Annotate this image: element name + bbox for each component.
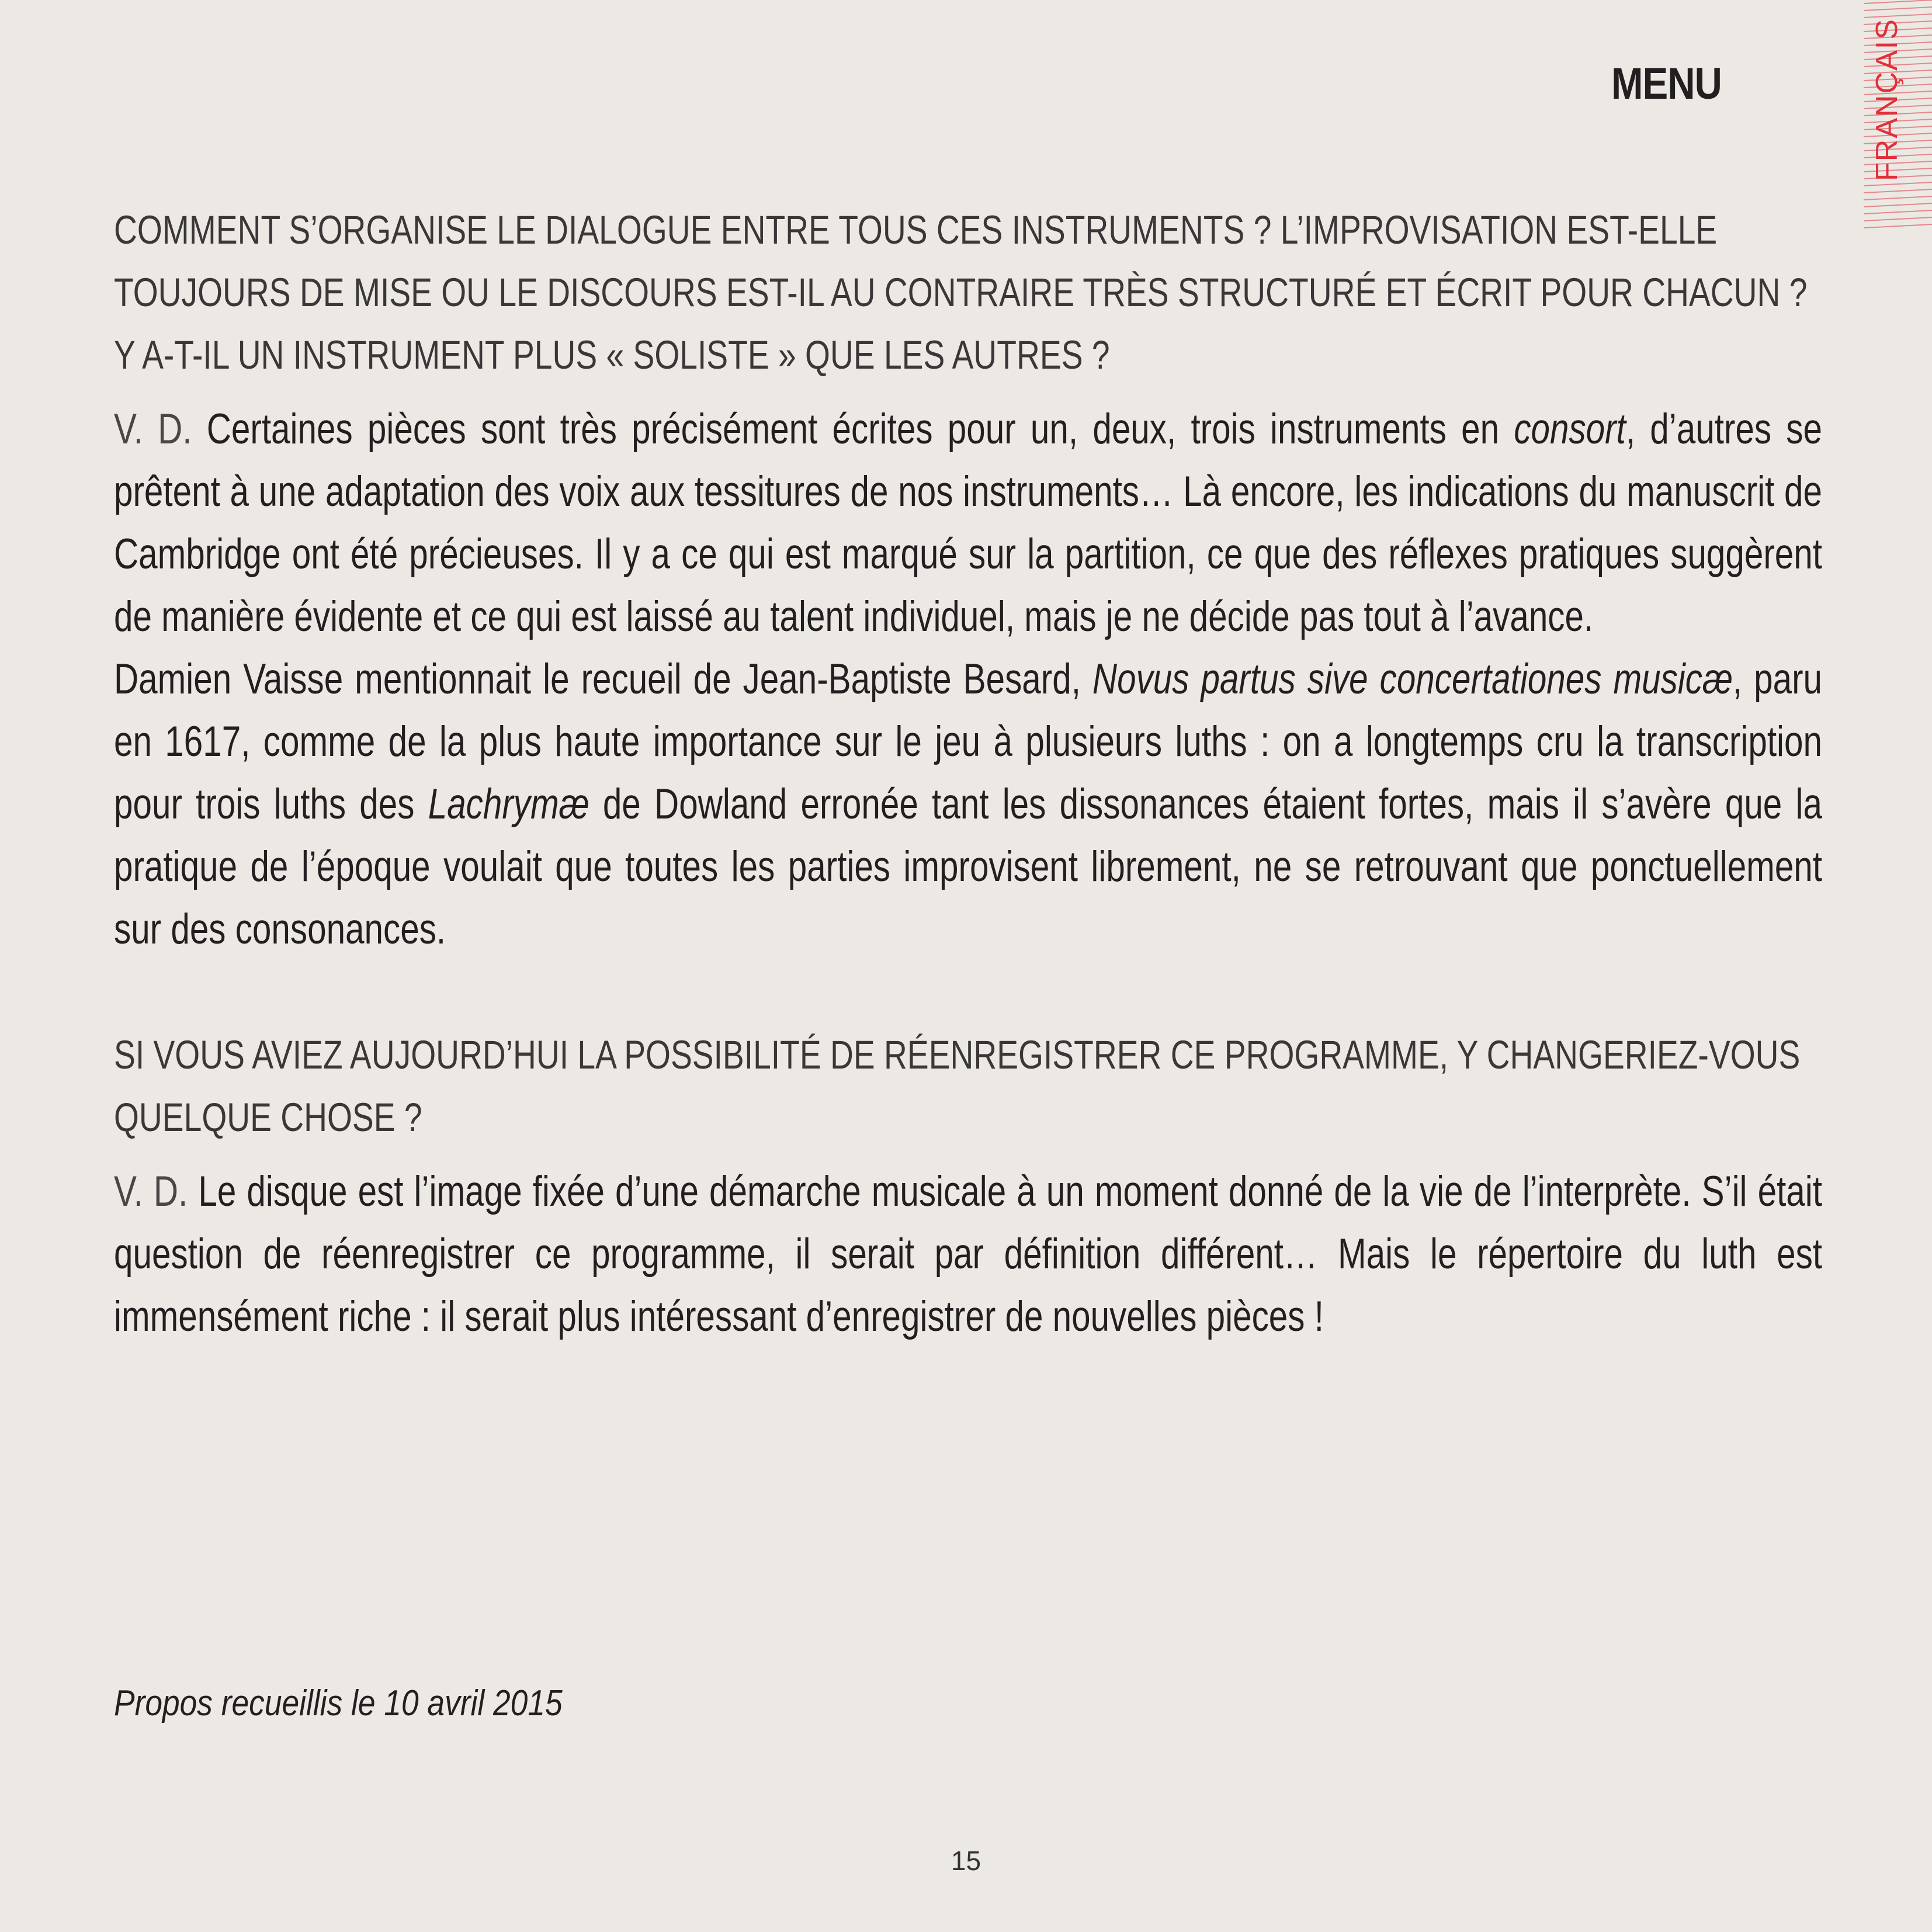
answer-text: Le disque est l’image fixée d’une démarche musicale à un moment donné de la vie de l’interprète. S’il était question de réenregistrer ce programme, il serait par définition différent… Mais le répertoire du luth est immensément riche : il serait plus intéressant d’enregistrer de nouvelles pièces ! bbox=[114, 1168, 1822, 1340]
question-2: SI VOUS AVIEZ AUJOURD’HUI LA POSSIBILITÉ DE RÉENREGISTRER CE PROGRAMME, Y CHANGERIEZ-VOUS QUELQUE CHOSE ? bbox=[114, 1032, 1801, 1140]
speaker-initials: V. D. bbox=[114, 1168, 188, 1215]
answer-text: Certaines pièces sont très précisément écrites pour un, deux, trois instruments en bbox=[206, 405, 1514, 453]
answer-1 bbox=[114, 398, 1822, 960]
speaker-initials: V. D. bbox=[114, 405, 192, 453]
interview-credit: Propos recueillis le 10 avril 2015 bbox=[114, 1683, 563, 1723]
answer-text: Damien Vaisse mentionnait le recueil de Jean-Baptiste Besard, bbox=[114, 655, 1092, 703]
menu-button[interactable]: MENU bbox=[1611, 59, 1722, 109]
page-number: 15 bbox=[951, 1846, 981, 1876]
answer-text: , paru en 1617, comme de la plus haute importance sur le jeu à plusieurs luths : on a longtemps cru la transcription pour trois luths des bbox=[114, 655, 1822, 828]
answer-text: , d’autres se prêtent à une adaptation des voix aux tessitures de nos instruments… Là encore, les indications du manuscrit de Cambridge ont été précieuses. Il y a ce qui est marqué sur la partition, ce que des réflexes pratiques suggèrent de manière évidente et ce qui est laissé au talent individuel, mais je ne décide pas tout à l’avance. bbox=[114, 405, 1822, 640]
answer-2 bbox=[114, 1160, 1822, 1348]
italic-term: consort bbox=[1514, 405, 1626, 453]
italic-title: Novus partus sive concertationes musicæ bbox=[1092, 655, 1733, 703]
answer-2-paragraph-1 bbox=[114, 1160, 1822, 1348]
interview-body bbox=[114, 199, 1822, 1348]
question-1: COMMENT S’ORGANISE LE DIALOGUE ENTRE TOUS CES INSTRUMENTS ? L’IMPROVISATION EST-ELLE TOUJOURS DE MISE OU LE DISCOURS EST-IL AU CONTRAIRE TRÈS STRUCTURÉ ET ÉCRIT POUR CHACUN ? Y A-T-IL UN INSTRUMENT PLUS « SOLISTE » QUE LES AUTRES ? bbox=[114, 207, 1808, 377]
answer-1-paragraph-1 bbox=[114, 398, 1822, 648]
language-tab-label[interactable]: FRANÇAIS bbox=[1870, 18, 1904, 181]
answer-1-paragraph-2 bbox=[114, 648, 1822, 960]
answer-text: de Dowland erronée tant les dissonances étaient fortes, mais il s’avère que la pratique de l’époque voulait que toutes les parties improvisent librement, ne se retrouvant que ponctuellement sur des consonances. bbox=[114, 781, 1822, 953]
italic-title: Lachrymæ bbox=[428, 781, 589, 828]
